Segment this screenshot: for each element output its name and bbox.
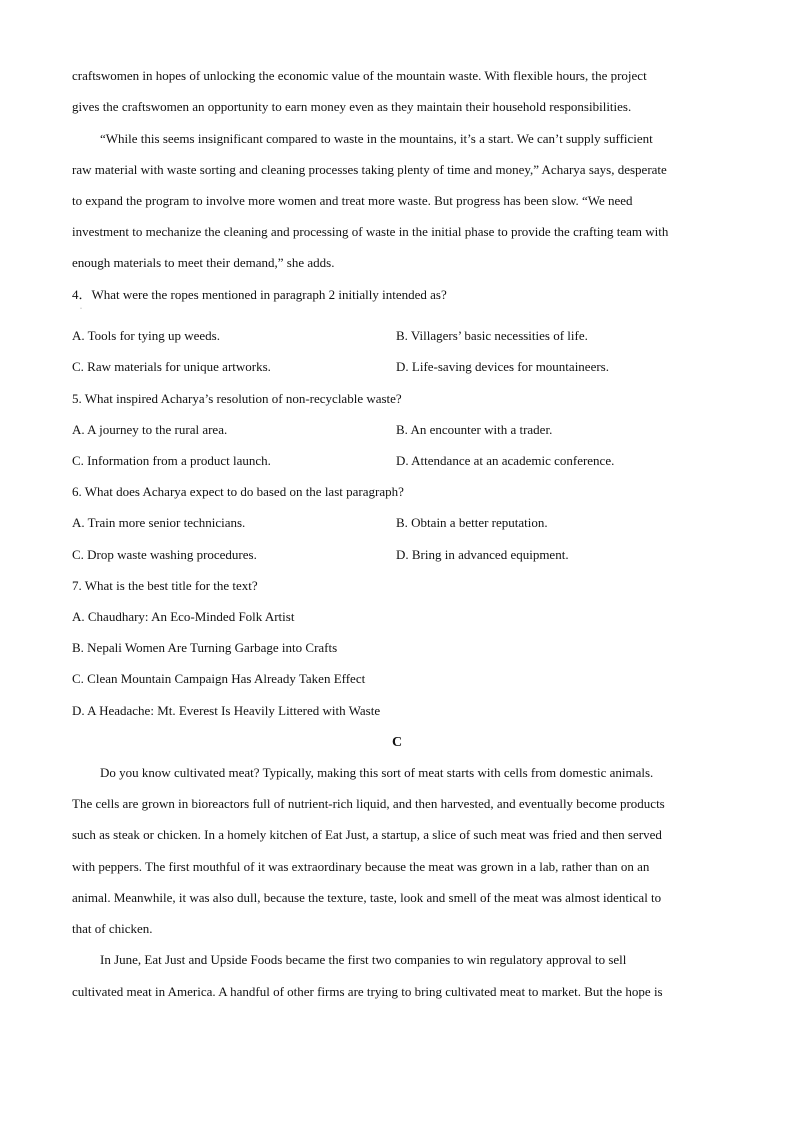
- text-line: such as steak or chicken. In a homely kitchen of Eat Just, a startup, a slice of such meat was fried and then served: [72, 827, 662, 842]
- text-line: to expand the program to involve more women and treat more waste. But progress has been slow. “We need: [72, 193, 633, 208]
- option-c: C. Clean Mountain Campaign Has Already Taken Effect: [72, 671, 366, 686]
- option-d: D. Bring in advanced equipment.: [396, 547, 569, 562]
- question-stem: 6. What does Acharya expect to do based on the last paragraph?: [72, 484, 404, 499]
- option-b: B. Nepali Women Are Turning Garbage into Crafts: [72, 640, 338, 655]
- option-c: C. Raw materials for unique artworks.: [72, 359, 271, 374]
- option-a: A. A journey to the rural area.: [72, 422, 228, 437]
- section-heading: C: [391, 735, 403, 750]
- question-stem: 5. What inspired Acharya’s resolution of non-recyclable waste?: [72, 391, 402, 406]
- text-line: cultivated meat in America. A handful of other firms are trying to bring cultivated meat to market. But the hope is: [72, 984, 663, 999]
- stray-mark: ·: [80, 306, 82, 312]
- question-stem: 4．What were the ropes mentioned in paragraph 2 initially intended as?: [72, 287, 447, 302]
- option-a: A. Chaudhary: An Eco-Minded Folk Artist: [72, 609, 295, 624]
- text-line: animal. Meanwhile, it was also dull, because the texture, taste, look and smell of the meat was almost identical to: [72, 890, 662, 905]
- option-d: D. Life-saving devices for mountaineers.: [396, 359, 609, 374]
- text-line: gives the craftswomen an opportunity to earn money even as they maintain their household responsibilities.: [72, 99, 632, 114]
- option-c: C. Drop waste washing procedures.: [72, 547, 257, 562]
- option-a: A. Train more senior technicians.: [72, 515, 246, 530]
- text-line: Do you know cultivated meat? Typically, making this sort of meat starts with cells from domestic animals.: [100, 765, 654, 780]
- question-stem: 7. What is the best title for the text?: [72, 578, 258, 593]
- option-c: C. Information from a product launch.: [72, 453, 271, 468]
- option-b: B. Obtain a better reputation.: [396, 515, 548, 530]
- text-line: In June, Eat Just and Upside Foods became the first two companies to win regulatory approval to sell: [100, 952, 627, 967]
- text-line: enough materials to meet their demand,” she adds.: [72, 255, 335, 270]
- option-d: D. A Headache: Mt. Everest Is Heavily Littered with Waste: [72, 703, 381, 718]
- option-b: B. An encounter with a trader.: [396, 422, 553, 437]
- text-line: craftswomen in hopes of unlocking the economic value of the mountain waste. With flexible hours, the project: [72, 68, 647, 83]
- option-a: A. Tools for tying up weeds.: [72, 328, 220, 343]
- option-d: D. Attendance at an academic conference.: [396, 453, 615, 468]
- text-line: that of chicken.: [72, 921, 153, 936]
- text-line: with peppers. The first mouthful of it was extraordinary because the meat was grown in a lab, rather than on an: [72, 859, 650, 874]
- text-line: The cells are grown in bioreactors full of nutrient-rich liquid, and then harvested, and eventually become products: [72, 796, 665, 811]
- text-line: “While this seems insignificant compared to waste in the mountains, it’s a start. We can’t supply sufficient: [100, 131, 653, 146]
- option-b: B. Villagers’ basic necessities of life.: [396, 328, 588, 343]
- text-line: raw material with waste sorting and cleaning processes taking plenty of time and money,” Acharya says, desperate: [72, 162, 667, 177]
- text-line: investment to mechanize the cleaning and processing of waste in the initial phase to provide the crafting team with: [72, 224, 669, 239]
